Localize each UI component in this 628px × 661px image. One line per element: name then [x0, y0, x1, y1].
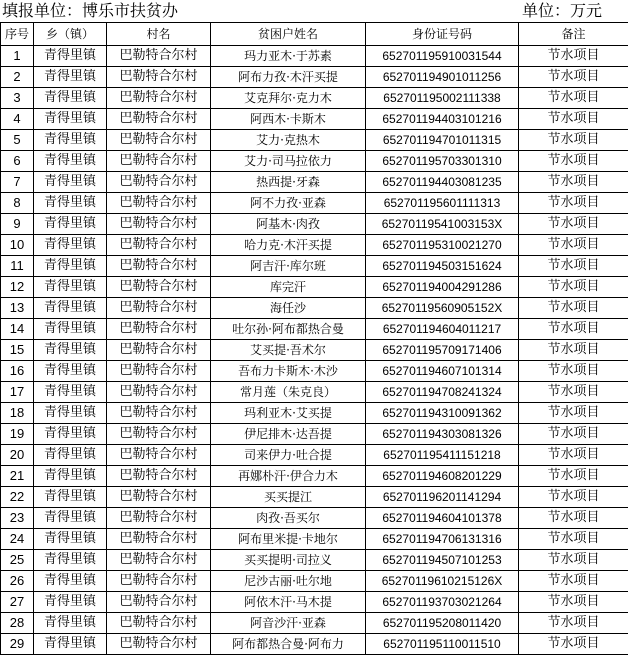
- town-cell[interactable]: 青得里镇: [34, 46, 107, 67]
- row-number-cell[interactable]: 15: [1, 340, 34, 361]
- table-row[interactable]: [1, 340, 628, 361]
- row-number-cell[interactable]: 5: [1, 130, 34, 151]
- row-number-cell[interactable]: 22: [1, 487, 34, 508]
- note-cell[interactable]: 节水项目: [519, 382, 628, 403]
- household-name-cell[interactable]: 热西提·牙森: [211, 172, 366, 193]
- household-name-cell[interactable]: 吐尔孙·阿布都热合曼: [211, 319, 366, 340]
- note-cell[interactable]: 节水项目: [519, 298, 628, 319]
- id-number-cell[interactable]: 652701194604011217: [366, 319, 519, 340]
- town-cell[interactable]: 青得里镇: [34, 424, 107, 445]
- table-row[interactable]: [1, 382, 628, 403]
- id-number-cell[interactable]: 652701194604101378: [366, 508, 519, 529]
- town-cell[interactable]: 青得里镇: [34, 67, 107, 88]
- row-number-cell[interactable]: 24: [1, 529, 34, 550]
- id-number-cell[interactable]: 652701194901011256: [366, 67, 519, 88]
- town-cell[interactable]: 青得里镇: [34, 151, 107, 172]
- table-row[interactable]: [1, 298, 628, 319]
- row-number-cell[interactable]: 18: [1, 403, 34, 424]
- column-header-name: 贫困户姓名: [211, 23, 366, 46]
- note-cell[interactable]: 节水项目: [519, 256, 628, 277]
- table-row[interactable]: [1, 130, 628, 151]
- town-cell[interactable]: 青得里镇: [34, 193, 107, 214]
- note-cell[interactable]: 节水项目: [519, 466, 628, 487]
- column-header-note: 备注: [519, 23, 628, 46]
- id-number-cell[interactable]: 652701194708241324: [366, 382, 519, 403]
- town-cell[interactable]: 青得里镇: [34, 319, 107, 340]
- village-cell[interactable]: 巴勒特合尔村: [107, 361, 211, 382]
- village-cell[interactable]: 巴勒特合尔村: [107, 214, 211, 235]
- id-number-cell[interactable]: 652701194507101253: [366, 550, 519, 571]
- row-number-cell[interactable]: 21: [1, 466, 34, 487]
- table-row[interactable]: [1, 88, 628, 109]
- id-number-cell[interactable]: 652701194403081235: [366, 172, 519, 193]
- row-number-cell[interactable]: 27: [1, 592, 34, 613]
- village-cell[interactable]: 巴勒特合尔村: [107, 634, 211, 655]
- row-number-cell[interactable]: 19: [1, 424, 34, 445]
- household-name-cell[interactable]: 买买提明·司拉义: [211, 550, 366, 571]
- note-cell[interactable]: 节水项目: [519, 46, 628, 67]
- town-cell[interactable]: 青得里镇: [34, 403, 107, 424]
- id-number-cell[interactable]: 652701195601111313: [366, 193, 519, 214]
- reporting-unit-label: 填报单位：博乐市扶贫办: [2, 1, 179, 20]
- table-row[interactable]: [1, 466, 628, 487]
- note-cell[interactable]: 节水项目: [519, 445, 628, 466]
- note-cell[interactable]: 节水项目: [519, 424, 628, 445]
- table-row[interactable]: [1, 529, 628, 550]
- note-cell[interactable]: 节水项目: [519, 634, 628, 655]
- town-cell[interactable]: 青得里镇: [34, 88, 107, 109]
- village-cell[interactable]: 巴勒特合尔村: [107, 88, 211, 109]
- row-number-cell[interactable]: 25: [1, 550, 34, 571]
- row-number-cell[interactable]: 13: [1, 298, 34, 319]
- household-name-cell[interactable]: 哈力克·木汗买提: [211, 235, 366, 256]
- row-number-cell[interactable]: 28: [1, 613, 34, 634]
- village-cell[interactable]: 巴勒特合尔村: [107, 424, 211, 445]
- id-number-cell[interactable]: 652701194607101314: [366, 361, 519, 382]
- village-cell[interactable]: 巴勒特合尔村: [107, 193, 211, 214]
- table-row[interactable]: [1, 550, 628, 571]
- village-cell[interactable]: 巴勒特合尔村: [107, 529, 211, 550]
- household-name-cell[interactable]: 阿布力孜·木汗买提: [211, 67, 366, 88]
- row-number-cell[interactable]: 8: [1, 193, 34, 214]
- village-cell[interactable]: 巴勒特合尔村: [107, 403, 211, 424]
- town-cell[interactable]: 青得里镇: [34, 613, 107, 634]
- id-number-cell[interactable]: 652701195703301310: [366, 151, 519, 172]
- town-cell[interactable]: 青得里镇: [34, 235, 107, 256]
- household-name-cell[interactable]: 再娜朴汗·伊合力木: [211, 466, 366, 487]
- town-cell[interactable]: 青得里镇: [34, 256, 107, 277]
- row-number-cell[interactable]: 26: [1, 571, 34, 592]
- row-number-cell[interactable]: 9: [1, 214, 34, 235]
- note-cell[interactable]: 节水项目: [519, 403, 628, 424]
- table-row[interactable]: [1, 235, 628, 256]
- row-number-cell[interactable]: 3: [1, 88, 34, 109]
- note-cell[interactable]: 节水项目: [519, 319, 628, 340]
- column-header-town: 乡（镇）: [34, 23, 107, 46]
- id-number-cell[interactable]: 652701196201141294: [366, 487, 519, 508]
- household-name-cell[interactable]: 买买提江: [211, 487, 366, 508]
- id-number-cell[interactable]: 652701194608201229: [366, 466, 519, 487]
- id-number-cell[interactable]: 652701195709171406: [366, 340, 519, 361]
- table-row[interactable]: [1, 508, 628, 529]
- row-number-cell[interactable]: 29: [1, 634, 34, 655]
- household-name-cell[interactable]: 司来伊力·吐合提: [211, 445, 366, 466]
- household-name-cell[interactable]: 阿布里米提·卡地尔: [211, 529, 366, 550]
- household-name-cell[interactable]: 艾买提·吾术尔: [211, 340, 366, 361]
- table-row[interactable]: [1, 256, 628, 277]
- village-cell[interactable]: 巴勒特合尔村: [107, 172, 211, 193]
- household-name-cell[interactable]: 艾克拜尔·克力木: [211, 88, 366, 109]
- table-row[interactable]: [1, 151, 628, 172]
- id-number-cell[interactable]: 65270119610215126X: [366, 571, 519, 592]
- table-header-row: [1, 23, 628, 46]
- id-number-cell[interactable]: 652701194503151624: [366, 256, 519, 277]
- note-cell[interactable]: 节水项目: [519, 151, 628, 172]
- town-cell[interactable]: 青得里镇: [34, 382, 107, 403]
- id-number-cell[interactable]: 652701194701011315: [366, 130, 519, 151]
- id-number-cell[interactable]: 652701195002111338: [366, 88, 519, 109]
- village-cell[interactable]: 巴勒特合尔村: [107, 235, 211, 256]
- household-name-cell[interactable]: 阿西木·卡斯木: [211, 109, 366, 130]
- town-cell[interactable]: 青得里镇: [34, 445, 107, 466]
- table-row[interactable]: [1, 634, 628, 655]
- household-name-cell[interactable]: 阿吉汗·库尔班: [211, 256, 366, 277]
- village-cell[interactable]: 巴勒特合尔村: [107, 46, 211, 67]
- table-row[interactable]: [1, 214, 628, 235]
- town-cell[interactable]: 青得里镇: [34, 277, 107, 298]
- id-number-cell[interactable]: 652701194403101216: [366, 109, 519, 130]
- row-number-cell[interactable]: 20: [1, 445, 34, 466]
- household-name-cell[interactable]: 海任沙: [211, 298, 366, 319]
- id-number-cell[interactable]: 652701195110011510: [366, 634, 519, 655]
- id-number-cell[interactable]: 652701195910031544: [366, 46, 519, 67]
- row-number-cell[interactable]: 16: [1, 361, 34, 382]
- village-cell[interactable]: 巴勒特合尔村: [107, 382, 211, 403]
- table-row[interactable]: [1, 67, 628, 88]
- row-number-cell[interactable]: 23: [1, 508, 34, 529]
- town-cell[interactable]: 青得里镇: [34, 571, 107, 592]
- row-number-cell[interactable]: 2: [1, 67, 34, 88]
- village-cell[interactable]: 巴勒特合尔村: [107, 256, 211, 277]
- town-cell[interactable]: 青得里镇: [34, 529, 107, 550]
- household-name-cell[interactable]: 尼沙古丽·吐尔地: [211, 571, 366, 592]
- household-name-cell[interactable]: 吾布力卡斯木·木沙: [211, 361, 366, 382]
- sheet-header: [0, 0, 628, 22]
- note-cell[interactable]: 节水项目: [519, 172, 628, 193]
- village-cell[interactable]: 巴勒特合尔村: [107, 130, 211, 151]
- town-cell[interactable]: 青得里镇: [34, 214, 107, 235]
- note-cell[interactable]: 节水项目: [519, 193, 628, 214]
- village-cell[interactable]: 巴勒特合尔村: [107, 487, 211, 508]
- id-number-cell[interactable]: 652701195310021270: [366, 235, 519, 256]
- village-cell[interactable]: 巴勒特合尔村: [107, 151, 211, 172]
- household-name-cell[interactable]: 艾力·克热木: [211, 130, 366, 151]
- table-row[interactable]: [1, 277, 628, 298]
- note-cell[interactable]: 节水项目: [519, 340, 628, 361]
- currency-unit-label: 单位：万元: [521, 1, 602, 20]
- id-number-cell[interactable]: 652701194303081326: [366, 424, 519, 445]
- household-name-cell[interactable]: 肉孜·吾买尔: [211, 508, 366, 529]
- note-cell[interactable]: 节水项目: [519, 529, 628, 550]
- village-cell[interactable]: 巴勒特合尔村: [107, 550, 211, 571]
- village-cell[interactable]: 巴勒特合尔村: [107, 277, 211, 298]
- table-row[interactable]: [1, 109, 628, 130]
- town-cell[interactable]: 青得里镇: [34, 340, 107, 361]
- village-cell[interactable]: 巴勒特合尔村: [107, 109, 211, 130]
- row-number-cell[interactable]: 7: [1, 172, 34, 193]
- column-header-id-number: 身份证号码: [366, 23, 519, 46]
- table-row[interactable]: [1, 172, 628, 193]
- village-cell[interactable]: 巴勒特合尔村: [107, 340, 211, 361]
- id-number-cell[interactable]: 652701195208011420: [366, 613, 519, 634]
- note-cell[interactable]: 节水项目: [519, 109, 628, 130]
- household-name-cell[interactable]: 伊尼排木·达吾提: [211, 424, 366, 445]
- village-cell[interactable]: 巴勒特合尔村: [107, 298, 211, 319]
- village-cell[interactable]: 巴勒特合尔村: [107, 319, 211, 340]
- household-name-cell[interactable]: 常月莲（朱克良）: [211, 382, 366, 403]
- table-row[interactable]: [1, 613, 628, 634]
- column-header-no: 序号: [1, 23, 34, 46]
- town-cell[interactable]: 青得里镇: [34, 487, 107, 508]
- note-cell[interactable]: 节水项目: [519, 67, 628, 88]
- id-number-cell[interactable]: 652701194310091362: [366, 403, 519, 424]
- household-name-cell[interactable]: 玛利亚木·艾买提: [211, 403, 366, 424]
- note-cell[interactable]: 节水项目: [519, 361, 628, 382]
- note-cell[interactable]: 节水项目: [519, 214, 628, 235]
- note-cell[interactable]: 节水项目: [519, 487, 628, 508]
- town-cell[interactable]: 青得里镇: [34, 130, 107, 151]
- town-cell[interactable]: 青得里镇: [34, 508, 107, 529]
- table-row[interactable]: [1, 592, 628, 613]
- note-cell[interactable]: 节水项目: [519, 130, 628, 151]
- household-name-cell[interactable]: 玛力亚木·于苏素: [211, 46, 366, 67]
- note-cell[interactable]: 节水项目: [519, 277, 628, 298]
- row-number-cell[interactable]: 12: [1, 277, 34, 298]
- id-number-cell[interactable]: 652701195411151218: [366, 445, 519, 466]
- household-name-cell[interactable]: 阿依木汗·马木提: [211, 592, 366, 613]
- note-cell[interactable]: 节水项目: [519, 235, 628, 256]
- household-name-cell[interactable]: 阿布都热合曼·阿布力: [211, 634, 366, 655]
- town-cell[interactable]: 青得里镇: [34, 634, 107, 655]
- id-number-cell[interactable]: 652701194004291286: [366, 277, 519, 298]
- town-cell[interactable]: 青得里镇: [34, 466, 107, 487]
- town-cell[interactable]: 青得里镇: [34, 172, 107, 193]
- table-row[interactable]: [1, 193, 628, 214]
- note-cell[interactable]: 节水项目: [519, 571, 628, 592]
- household-name-cell[interactable]: 艾力·司马拉依力: [211, 151, 366, 172]
- table-row[interactable]: [1, 424, 628, 445]
- table-body: [1, 46, 628, 655]
- column-header-village: 村名: [107, 23, 211, 46]
- village-cell[interactable]: 巴勒特合尔村: [107, 592, 211, 613]
- row-number-cell[interactable]: 6: [1, 151, 34, 172]
- village-cell[interactable]: 巴勒特合尔村: [107, 466, 211, 487]
- note-cell[interactable]: 节水项目: [519, 592, 628, 613]
- row-number-cell[interactable]: 14: [1, 319, 34, 340]
- village-cell[interactable]: 巴勒特合尔村: [107, 67, 211, 88]
- note-cell[interactable]: 节水项目: [519, 88, 628, 109]
- table-row[interactable]: [1, 403, 628, 424]
- note-cell[interactable]: 节水项目: [519, 550, 628, 571]
- id-number-cell[interactable]: 65270119560905152X: [366, 298, 519, 319]
- row-number-cell[interactable]: 1: [1, 46, 34, 67]
- id-number-cell[interactable]: 652701193703021264: [366, 592, 519, 613]
- town-cell[interactable]: 青得里镇: [34, 109, 107, 130]
- table-row[interactable]: [1, 487, 628, 508]
- table-row[interactable]: [1, 361, 628, 382]
- poverty-households-table: [0, 22, 628, 655]
- household-name-cell[interactable]: 阿不力孜·亚森: [211, 193, 366, 214]
- id-number-cell[interactable]: 65270119541003153X: [366, 214, 519, 235]
- town-cell[interactable]: 青得里镇: [34, 361, 107, 382]
- town-cell[interactable]: 青得里镇: [34, 298, 107, 319]
- table-row[interactable]: [1, 571, 628, 592]
- row-number-cell[interactable]: 17: [1, 382, 34, 403]
- row-number-cell[interactable]: 4: [1, 109, 34, 130]
- village-cell[interactable]: 巴勒特合尔村: [107, 445, 211, 466]
- household-name-cell[interactable]: 库完汗: [211, 277, 366, 298]
- village-cell[interactable]: 巴勒特合尔村: [107, 613, 211, 634]
- table-row[interactable]: [1, 445, 628, 466]
- table-row[interactable]: [1, 319, 628, 340]
- town-cell[interactable]: 青得里镇: [34, 550, 107, 571]
- row-number-cell[interactable]: 11: [1, 256, 34, 277]
- table-row[interactable]: [1, 46, 628, 67]
- town-cell[interactable]: 青得里镇: [34, 592, 107, 613]
- note-cell[interactable]: 节水项目: [519, 613, 628, 634]
- village-cell[interactable]: 巴勒特合尔村: [107, 571, 211, 592]
- household-name-cell[interactable]: 阿音沙汗·亚森: [211, 613, 366, 634]
- row-number-cell[interactable]: 10: [1, 235, 34, 256]
- village-cell[interactable]: 巴勒特合尔村: [107, 508, 211, 529]
- note-cell[interactable]: 节水项目: [519, 508, 628, 529]
- household-name-cell[interactable]: 阿基木·肉孜: [211, 214, 366, 235]
- id-number-cell[interactable]: 652701194706131316: [366, 529, 519, 550]
